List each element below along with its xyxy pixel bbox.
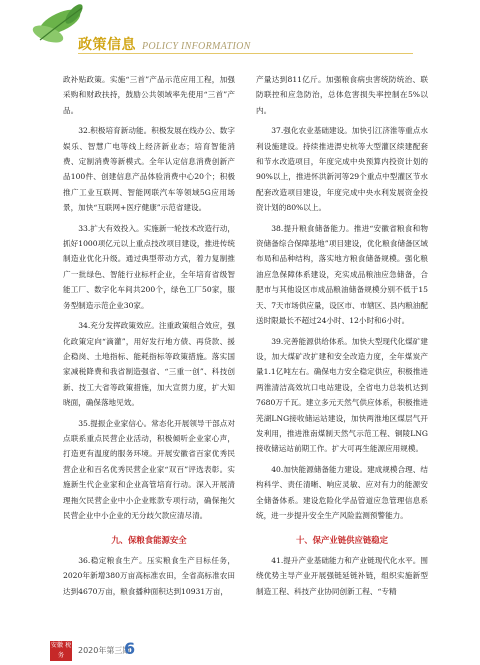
paragraph-item-34: 34.充分发挥政策效应。注重政策组合效应，强化政策定向“滴灌”，用好发行地方债、再贷款、援企稳岗、土地指标、能耗指标等政策措施。落实国家减税降费和我省制造强省、“三重一创”、科技创新、技工大省等政策措施，加大宣贯力度，扩大知晓面，确保落地见效。 xyxy=(63,321,235,408)
page-number: 6 xyxy=(124,639,136,658)
section-heading-food-energy: 九、保粮食能源安全 xyxy=(111,535,187,546)
section-title-en: POLICY INFORMATION xyxy=(142,41,251,52)
paragraph-item-38: 38.提升粮食储备能力。推进“安徽省粮食和物资储备综合保障基地”项目建设，优化粮食储备区域布局和品种结构，落实地方粮食储备规模。强化粮油应急保障体系建设，充实成品粮油应急储备，合肥市与其他设区市成品粮油储备规模分别不低于15天、7天市场供应量，设区市、市辖区、县内粮油配送时限最长不超过24小时、12小时和6小时。 xyxy=(256,223,428,326)
section-heading-supply-chain: 十、保产业链供应链稳定 xyxy=(295,535,389,546)
section-title-cn: 政策信息 xyxy=(78,37,136,53)
paragraph-item-33: 33.扩大有效投入。实施新一轮技术改造行动，抓好1000项亿元以上重点技改项目建设，推进传统制造业优化升级。通过典型带动方式，着力复制推广一批绿色、智能行业标杆企业，全年培育省级智能工厂、数字化车间共200个，绿色工厂50家，服务型制造示范企业30家。 xyxy=(63,223,235,310)
page-header xyxy=(0,0,480,62)
paragraph-item-36: 36.稳定粮食生产。压实粮食生产目标任务，2020年新增380万亩高标准农田，全省高标准农田达到4670万亩，粮食播种面积达到10931万亩， xyxy=(63,555,235,596)
left-column xyxy=(63,72,235,604)
magazine-badge: 安徽 税 务 xyxy=(50,642,72,659)
paragraph-item-39: 39.完善能源供给体系。加快大型现代化煤矿建设，加大煤矿改扩建和安全改造力度，全年煤炭产量1.1亿吨左右。确保电力安全稳定供应，积极推进两淮清洁高效坑口电站建设，全省电力总装机达到7680万千瓦。建立多元天然气供应体系，积极推进芜湖LNG接收储运站建设，加快两淮地区煤层气开发利用，推进淮南煤制天然气示范工程、铜陵LNG接收储运站前期工作。扩大可再生能源应用规模。 xyxy=(256,336,428,454)
paragraph: 产量达到811亿斤。加强粮食病虫害统防统治、联防联控和应急防治，总体危害损失率控制在5%以内。 xyxy=(256,75,428,115)
paragraph-item-40: 40.加快能源储备能力建设。建成规模合理、结构科学、责任清晰、响应灵敏、应对有力的能源安全储备体系。建设危险化学品管道应急管理信息系统，进一步提升安全生产风险监测预警能力。 xyxy=(256,464,428,520)
page-footer xyxy=(0,636,480,665)
paragraph-item-32: 32.积极培育新动能。积极发展在线办公、数字娱乐、智慧广电等线上经济新业态；培育智能消费、定制消费等新模式。全年认定信息消费创新产品100件、创建信息产品体验消费中心20个；积极推广工业互联网、智能网联汽车等领域5G应用场景，加快“互联网+医疗健康”示范省建设。 xyxy=(63,126,235,213)
header-divider xyxy=(78,53,413,54)
section-title xyxy=(78,34,251,54)
paragraph-item-41: 41.提升产业基础能力和产业链现代化水平。围绕优势主导产业开展强链延链补链，组织实施新型制造工程、科技产业协同创新工程、“专精 xyxy=(256,555,428,596)
paragraph: 政补贴政策。实施“三首”产品示范应用工程，加强采购和财政扶持，鼓励公共领域率先使用“三首”产品。 xyxy=(63,75,235,115)
paragraph-item-35: 35.提振企业家信心。常态化开展领导干部点对点联系重点民营企业活动，积极倾听企业家心声，打造更有温度的服务环境。开展安徽省百家优秀民营企业和百名优秀民营企业家“双百”评选表彰。实施新生代企业家和企业高管培育行动。深入开展清理拖欠民营企业中小企业账款专项行动，确保拖欠民营企业中小企业的无分歧欠款应清尽清。 xyxy=(63,418,235,520)
issue-label: 2020年第三期 xyxy=(78,646,131,655)
right-column xyxy=(256,72,428,604)
paragraph-item-37: 37.强化农业基础建设。加快引江济淮等重点水利设施建设。持续推进淠史杭等大型灌区续建配套和节水改造项目，年度完成中央预算内投资计划的90%以上，推进怀洪新河等29个重点中型灌区节水配套改造项目建设，年度完成中央水利发展资金投资计划的80%以上。 xyxy=(256,126,428,213)
